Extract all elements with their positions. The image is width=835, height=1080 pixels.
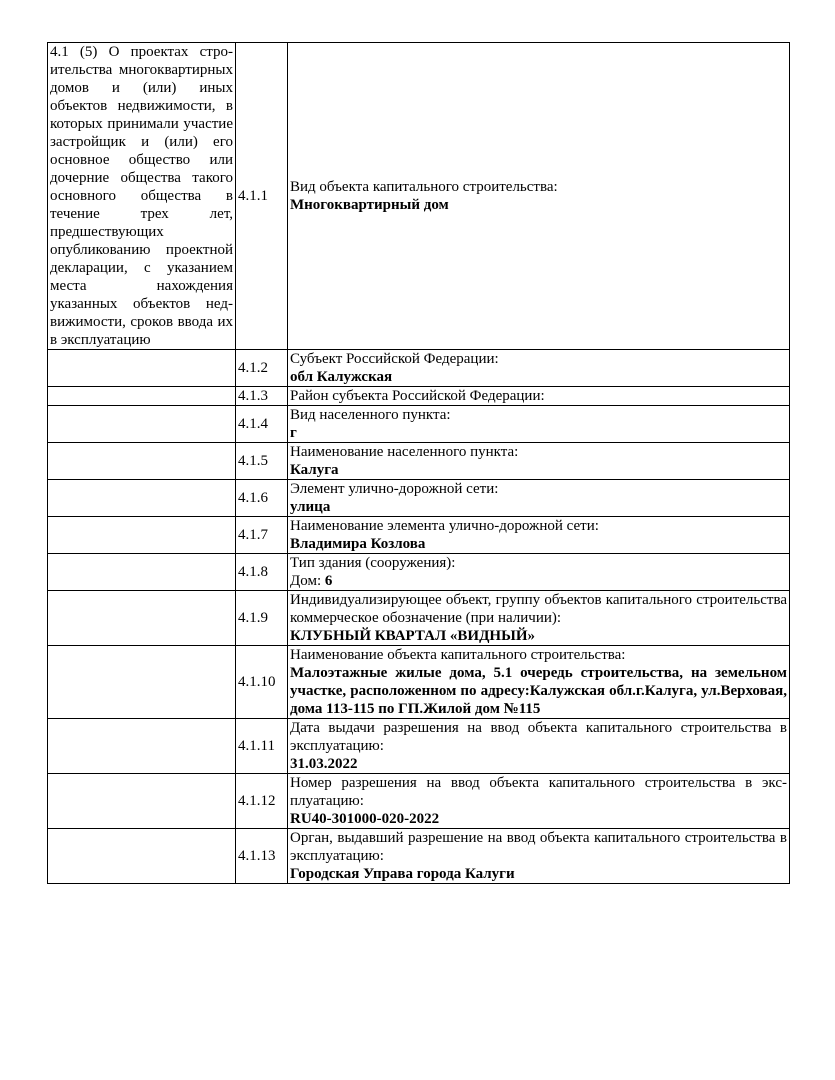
value-line	[290, 368, 787, 386]
row-code: 4.1.13	[238, 848, 276, 864]
left-description-text: 4.1 (5) О проектах строительства многоквартирных домов и (или) иных объектов недвижимости, в которых принимали участие застройщик и (или) его основное общество или дочерние общества такого основного общества в течение трех лет, предшествующих опубликованию проектной декларации, с указанием места нахождения указанных объектов недвижимости, сроков ввода их в эксплуатацию	[50, 44, 233, 348]
row-content-cell	[288, 517, 790, 554]
row-code: 4.1.6	[238, 490, 268, 506]
left-description-cell	[48, 591, 236, 646]
value-line	[290, 755, 787, 773]
row-code-cell	[236, 591, 288, 646]
row-content-cell	[288, 774, 790, 829]
field-value: Владимира Козлова	[290, 536, 426, 552]
row-code-cell	[236, 387, 288, 406]
row-code-cell	[236, 480, 288, 517]
field-value: RU40-301000-020-2022	[290, 811, 440, 827]
left-description-cell	[48, 719, 236, 774]
row-content-cell	[288, 480, 790, 517]
field-label: Наименование объекта капитального строительства:	[290, 647, 626, 663]
value-line	[290, 535, 787, 553]
field-label: Орган, выдавший разрешение на ввод объекта капитального строительства в эксплуатацию:	[290, 830, 787, 864]
left-description-cell	[48, 517, 236, 554]
field-value: Калуга	[290, 462, 339, 478]
field-label: Район субъекта Российской Федерации:	[290, 388, 545, 404]
value-line	[290, 627, 787, 645]
left-description-cell	[48, 829, 236, 884]
value-line	[290, 810, 787, 828]
field-label: Индивидуализирующее объект, группу объектов капитального строительства коммерческое обозначение (при наличии):	[290, 592, 787, 626]
table-body	[48, 43, 790, 884]
row-content-cell	[288, 406, 790, 443]
value-line	[290, 572, 787, 590]
field-label: Элемент улично-дорожной сети:	[290, 481, 499, 497]
field-value: Многоквартирный дом	[290, 197, 449, 213]
field-label: Вид населенного пункта:	[290, 407, 451, 423]
field-label: Тип здания (сооружения):	[290, 555, 456, 571]
table-row	[48, 406, 790, 443]
row-code: 4.1.10	[238, 674, 276, 690]
row-code: 4.1.5	[238, 453, 268, 469]
row-content-cell	[288, 591, 790, 646]
row-code: 4.1.11	[238, 738, 275, 754]
table-row	[48, 480, 790, 517]
value-line	[290, 196, 787, 214]
row-code: 4.1.12	[238, 793, 276, 809]
row-code-cell	[236, 350, 288, 387]
field-value-prefix: Дом:	[290, 573, 325, 589]
left-description-cell	[48, 554, 236, 591]
field-label: Вид объекта капитального строительства:	[290, 179, 558, 195]
table-row	[48, 774, 790, 829]
value-line	[290, 498, 787, 516]
row-code-cell	[236, 443, 288, 480]
row-code-cell	[236, 43, 288, 350]
field-value: КЛУБНЫЙ КВАРТАЛ «ВИДНЫЙ»	[290, 628, 535, 644]
left-description-cell	[48, 406, 236, 443]
left-description-cell	[48, 480, 236, 517]
field-label: Дата выдачи разрешения на ввод объекта капитального строительства в эксплуатацию:	[290, 720, 787, 754]
row-code-cell	[236, 829, 288, 884]
left-description-cell	[48, 43, 236, 350]
value-line	[290, 865, 787, 883]
row-code-cell	[236, 406, 288, 443]
row-content-cell	[288, 350, 790, 387]
row-code: 4.1.7	[238, 527, 268, 543]
left-description-cell	[48, 350, 236, 387]
table-row	[48, 646, 790, 719]
table-row	[48, 387, 790, 406]
declaration-table	[47, 42, 790, 884]
row-code: 4.1.9	[238, 610, 268, 626]
left-description-cell	[48, 774, 236, 829]
row-code: 4.1.8	[238, 564, 268, 580]
field-value: обл Калужская	[290, 369, 393, 385]
table-row	[48, 591, 790, 646]
field-value: г	[290, 425, 297, 441]
field-label: Наименование населенного пункта:	[290, 444, 519, 460]
value-line	[290, 424, 787, 442]
value-line	[290, 461, 787, 479]
field-value: 6	[324, 573, 333, 589]
row-code: 4.1.1	[238, 188, 268, 204]
row-content-cell	[288, 829, 790, 884]
table-row	[48, 719, 790, 774]
table-row	[48, 350, 790, 387]
value-line	[290, 664, 787, 718]
row-content-cell	[288, 719, 790, 774]
row-code-cell	[236, 774, 288, 829]
row-code: 4.1.3	[238, 388, 268, 404]
row-code-cell	[236, 646, 288, 719]
field-label: Номер разрешения на ввод объекта капитального строительства в эксплуатацию:	[290, 775, 787, 809]
table-row	[48, 43, 790, 350]
table-row	[48, 517, 790, 554]
field-label: Наименование элемента улично-дорожной сети:	[290, 518, 599, 534]
row-content-cell	[288, 387, 790, 406]
row-code-cell	[236, 517, 288, 554]
table-row	[48, 554, 790, 591]
row-code-cell	[236, 554, 288, 591]
row-code: 4.1.4	[238, 416, 268, 432]
field-value: 31.03.2022	[290, 756, 358, 772]
row-code-cell	[236, 719, 288, 774]
row-content-cell	[288, 554, 790, 591]
left-description-cell	[48, 646, 236, 719]
left-description-cell	[48, 443, 236, 480]
table-row	[48, 443, 790, 480]
left-description-cell	[48, 387, 236, 406]
field-value: Малоэтажные жилые дома, 5.1 очередь строительства, на земельном участке, расположенном по адресу:Калужская обл.г.Калуга, ул.Верховая, дома 113-115 по ГП.Жилой дом №115	[290, 665, 787, 717]
field-value: Городская Управа города Калуги	[290, 866, 515, 882]
row-content-cell	[288, 646, 790, 719]
field-value: улица	[290, 499, 331, 515]
row-code: 4.1.2	[238, 360, 268, 376]
row-content-cell	[288, 43, 790, 350]
field-label: Субъект Российской Федерации:	[290, 351, 499, 367]
table-row	[48, 829, 790, 884]
row-content-cell	[288, 443, 790, 480]
